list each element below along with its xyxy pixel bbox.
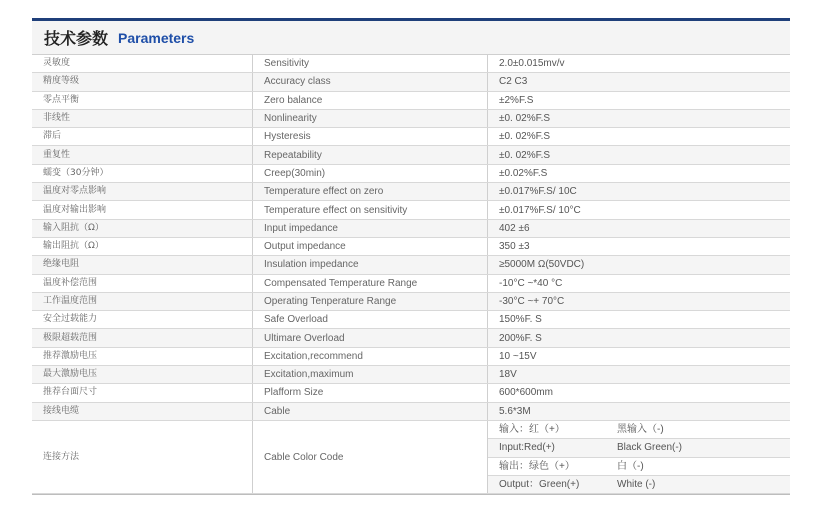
param-name-en: Ultimare Overload	[253, 329, 488, 347]
param-value: ±0. 02%F.S	[488, 128, 791, 146]
param-name-cn: 重复性	[32, 146, 253, 164]
param-value: 350 ±3	[488, 237, 791, 255]
param-name-en: Accuracy class	[253, 73, 488, 91]
param-name-en: Sensitivity	[253, 55, 488, 73]
param-name-en: Repeatability	[253, 146, 488, 164]
param-name-cn: 非线性	[32, 109, 253, 127]
table-row	[32, 292, 790, 310]
cable-line-right: 白（-)	[617, 460, 644, 472]
param-name-en: Temperature effect on sensitivity	[253, 201, 488, 219]
table-row	[32, 219, 790, 237]
param-value: 402 ±6	[488, 219, 791, 237]
param-name-en: Compensated Temperature Range	[253, 274, 488, 292]
param-name-cn: 零点平衡	[32, 91, 253, 109]
bottom-divider	[32, 494, 790, 495]
header-title-cn: 技术参数	[44, 29, 109, 48]
param-value: -10°C ~*40 °C	[488, 274, 791, 292]
param-name-cn: 精度等级	[32, 73, 253, 91]
param-name-cn: 工作温度范围	[32, 292, 253, 310]
cable-color-values	[488, 420, 791, 493]
param-name-cn: 接线电缆	[32, 402, 253, 420]
cable-line	[488, 421, 790, 439]
table-row	[32, 128, 790, 146]
param-name-cn: 温度对零点影响	[32, 183, 253, 201]
param-name-en: Operating Tenperature Range	[253, 292, 488, 310]
param-name-en: Cable	[253, 402, 488, 420]
param-name-cn: 安全过载能力	[32, 311, 253, 329]
cable-line-left: 输出：绿色（+）	[499, 460, 575, 472]
table-row	[32, 256, 790, 274]
table-row	[32, 183, 790, 201]
table-row	[32, 311, 790, 329]
param-value: 150%F. S	[488, 311, 791, 329]
cable-line-right: Black Green(-)	[617, 442, 683, 454]
table-row	[32, 109, 790, 127]
cable-line-left: Output：Green(+)	[499, 478, 580, 490]
header-title-en: Parameters	[118, 29, 195, 46]
cable-line-left: Input:Red(+)	[499, 442, 555, 454]
param-value: ≥5000M Ω(50VDC)	[488, 256, 791, 274]
table-row	[32, 91, 790, 109]
param-name-en: Insulation impedance	[253, 256, 488, 274]
table-row	[32, 347, 790, 365]
param-name-en: Nonlinearity	[253, 109, 488, 127]
param-name-en: Excitation,recommend	[253, 347, 488, 365]
table-row	[32, 73, 790, 91]
table-row	[32, 366, 790, 384]
table-row	[32, 146, 790, 164]
param-name-en: Excitation,maximum	[253, 366, 488, 384]
param-name-cn: 推荐台面尺寸	[32, 384, 253, 402]
param-value: ±0.017%F.S/ 10°C	[488, 201, 791, 219]
table-row	[32, 402, 790, 420]
table-row	[32, 329, 790, 347]
param-value: ±2%F.S	[488, 91, 791, 109]
cable-line-right: White (-)	[617, 478, 656, 490]
param-value: 2.0±0.015mv/v	[488, 55, 791, 73]
section-header	[32, 21, 790, 55]
param-name-cn: 滞后	[32, 128, 253, 146]
param-name-cn: 推荐激励电压	[32, 347, 253, 365]
param-name-en: Safe Overload	[253, 311, 488, 329]
cable-line	[488, 458, 790, 476]
param-name-en: Output impedance	[253, 237, 488, 255]
table-row	[32, 201, 790, 219]
param-value: 5.6*3M	[488, 402, 791, 420]
param-name-en: Temperature effect on zero	[253, 183, 488, 201]
param-value: 18V	[488, 366, 791, 384]
table-row	[32, 274, 790, 292]
param-name-en: Creep(30min)	[253, 164, 488, 182]
param-name-cn: 输入阻抗（Ω）	[32, 219, 253, 237]
param-name-cn: 输出阻抗（Ω）	[32, 237, 253, 255]
table-row	[32, 384, 790, 402]
param-name-cn: 温度对输出影响	[32, 201, 253, 219]
param-name-cn: 最大激励电压	[32, 366, 253, 384]
param-value: ±0.017%F.S/ 10C	[488, 183, 791, 201]
param-name-cn: 绝缘电阻	[32, 256, 253, 274]
param-value: 600*600mm	[488, 384, 791, 402]
param-value: ±0. 02%F.S	[488, 146, 791, 164]
table-row	[32, 164, 790, 182]
cable-line-right: 黑输入（-)	[617, 423, 664, 435]
cable-color-name-cn: 连接方法	[32, 420, 253, 493]
param-name-en: Zero balance	[253, 91, 488, 109]
param-value: 10 ~15V	[488, 347, 791, 365]
cable-line	[488, 439, 790, 457]
param-value: C2 C3	[488, 73, 791, 91]
cable-color-row	[32, 420, 790, 493]
param-value: 200%F. S	[488, 329, 791, 347]
param-name-cn: 温度补偿范围	[32, 274, 253, 292]
param-value: -30°C ~+ 70°C	[488, 292, 791, 310]
param-name-en: Hysteresis	[253, 128, 488, 146]
param-name-cn: 极限超载范围	[32, 329, 253, 347]
param-value: ±0.02%F.S	[488, 164, 791, 182]
cable-line-left: 输入：红（+）	[499, 423, 565, 435]
table-row	[32, 55, 790, 73]
parameters-panel	[32, 18, 790, 495]
param-name-en: Input impedance	[253, 219, 488, 237]
cable-line	[488, 476, 790, 493]
param-value: ±0. 02%F.S	[488, 109, 791, 127]
param-name-en: Plafform Size	[253, 384, 488, 402]
parameters-table	[32, 55, 790, 494]
cable-color-name-en: Cable Color Code	[253, 420, 488, 493]
param-name-cn: 灵敏度	[32, 55, 253, 73]
param-name-cn: 蠕变（30分钟）	[32, 164, 253, 182]
table-row	[32, 237, 790, 255]
